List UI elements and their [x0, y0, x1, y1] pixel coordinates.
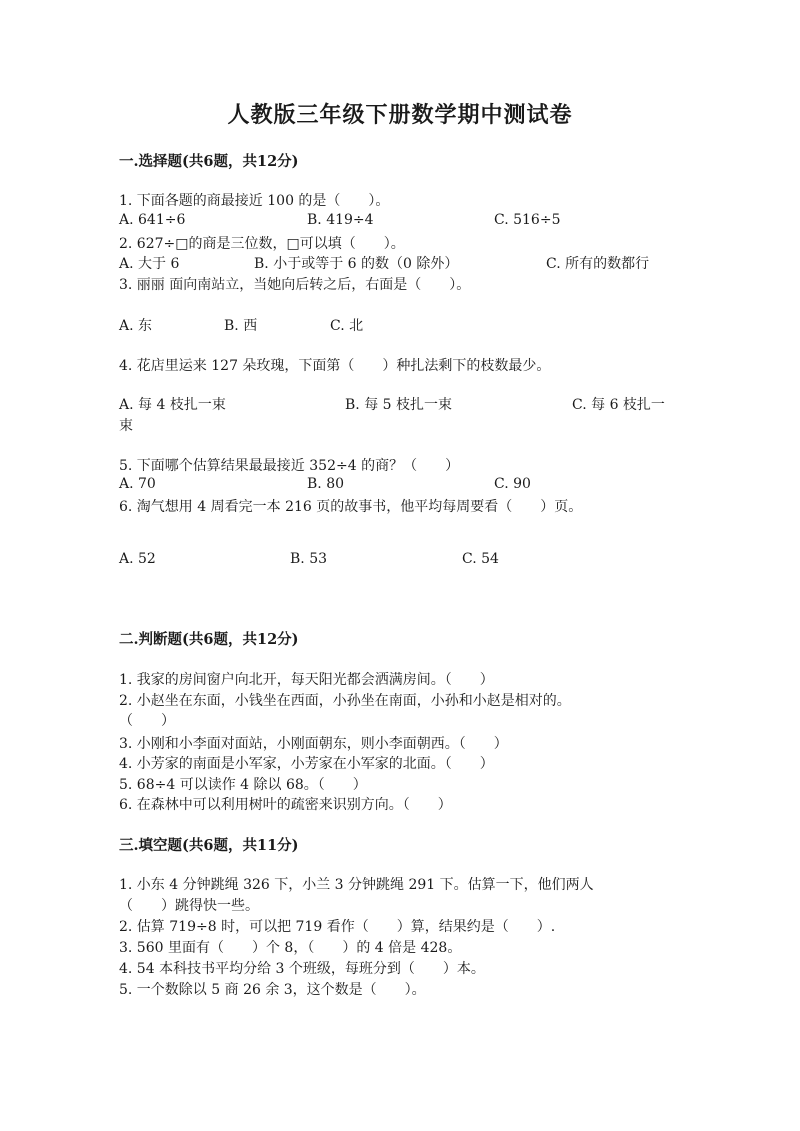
question-1-option-a: A. 641÷6: [119, 212, 186, 228]
fill-5: 5. 一个数除以 5 商 26 余 3，这个数是（ ）。: [119, 982, 426, 998]
question-6-option-c: C. 54: [462, 551, 499, 567]
question-6-option-b: B. 53: [290, 551, 328, 567]
judgement-5: 5. 68÷4 可以读作 4 除以 68。（ ）: [119, 777, 367, 793]
judgement-2: 2. 小赵坐在东面，小钱坐在西面，小孙坐在南面，小孙和小赵是相对的。: [119, 693, 571, 709]
question-4-option-a: A. 每 4 枝扎一束: [119, 397, 226, 413]
page-title: 人教版三年级下册数学期中测试卷: [227, 102, 573, 128]
question-6: 6. 淘气想用 4 周看完一本 216 页的故事书，他平均每周要看（ ）页。: [119, 499, 583, 515]
question-4: 4. 花店里运来 127 朵玫瑰，下面第（ ）种扎法剩下的枝数最少。: [119, 358, 551, 374]
question-1-option-b: B. 419÷4: [307, 212, 374, 228]
fill-1-wrap: （ ）跳得快一些。: [119, 898, 259, 914]
fill-2: 2. 估算 719÷8 时，可以把 719 看作（ ）算，结果约是（ ）.: [119, 919, 556, 935]
section-heading-judgement: 二.判断题(共6题，共12分): [119, 631, 299, 648]
question-5-option-b: B. 80: [307, 476, 345, 492]
question-4-option-b: B. 每 5 枝扎一束: [345, 397, 452, 413]
judgement-1: 1. 我家的房间窗户向北开，每天阳光都会洒满房间。（ ）: [119, 672, 494, 688]
question-3-option-a: A. 东: [119, 318, 153, 334]
question-3-option-c: C. 北: [330, 318, 364, 334]
question-4-option-c: C. 每 6 枝扎一: [572, 397, 665, 413]
question-4-option-c-wrap: 束: [119, 418, 133, 434]
judgement-4: 4. 小芳家的南面是小军家，小芳家在小军家的北面。（ ）: [119, 756, 494, 772]
fill-1: 1. 小东 4 分钟跳绳 326 下，小兰 3 分钟跳绳 291 下。估算一下，他们两人: [119, 877, 594, 893]
question-3-option-b: B. 西: [224, 318, 258, 334]
judgement-2-wrap: （ ）: [119, 713, 175, 729]
question-3: 3. 丽丽 面向南站立，当她向后转之后，右面是（ ）。: [119, 277, 471, 293]
question-5-option-c: C. 90: [494, 476, 531, 492]
question-5: 5. 下面哪个估算结果最最接近 352÷4 的商？（ ）: [119, 458, 460, 474]
section-heading-choice: 一.选择题(共6题，共12分): [119, 153, 299, 170]
section-heading-fill: 三.填空题(共6题，共11分): [119, 837, 299, 854]
question-2: 2. 627÷□的商是三位数，□可以填（ ）。: [119, 236, 405, 252]
question-2-option-b: B. 小于或等于 6 的数（0 除外）: [254, 256, 459, 272]
question-1: 1. 下面各题的商最接近 100 的是（ ）。: [119, 193, 390, 209]
judgement-6: 6. 在森林中可以利用树叶的疏密来识别方向。（ ）: [119, 797, 452, 813]
question-1-option-c: C. 516÷5: [494, 212, 561, 228]
fill-3: 3. 560 里面有（ ）个 8，（ ）的 4 倍是 428。: [119, 940, 462, 956]
question-2-option-a: A. 大于 6: [119, 256, 180, 272]
question-6-option-a: A. 52: [119, 551, 156, 567]
fill-4: 4. 54 本科技书平均分给 3 个班级，每班分到（ ）本。: [119, 961, 485, 977]
judgement-3: 3. 小刚和小李面对面站，小刚面朝东，则小李面朝西。（ ）: [119, 736, 508, 752]
question-2-option-c: C. 所有的数都行: [546, 256, 650, 272]
question-5-option-a: A. 70: [119, 476, 156, 492]
